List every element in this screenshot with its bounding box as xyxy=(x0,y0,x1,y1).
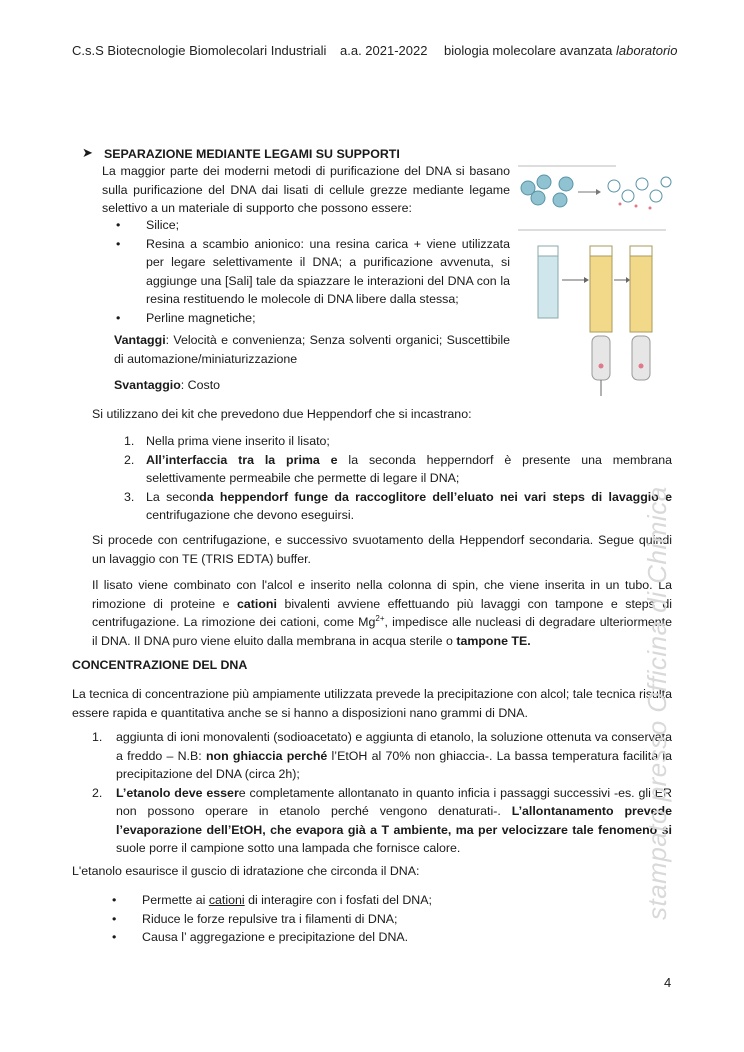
lysate-text-te: tampone TE. xyxy=(456,633,531,648)
header-year: a.a. 2021-2022 xyxy=(340,43,428,58)
lysate-text-cations: cationi xyxy=(237,596,277,611)
list-number: 2. xyxy=(124,452,135,467)
spin-columns xyxy=(538,246,652,396)
list-item-text: L’etanolo deve esser xyxy=(116,785,239,800)
advantages-paragraph xyxy=(114,331,510,368)
list-item xyxy=(124,488,672,525)
list-item xyxy=(110,891,650,910)
advantages-text: : Velocità e convenienza; Senza solventi organici; Suscettibile di automazione/miniaturizzazione xyxy=(114,333,510,366)
list-item xyxy=(92,728,672,784)
list-item-text: la seconda hepperndorf è presente una membrana selettivamente permeabile che permette di legare il DNA; xyxy=(146,452,672,485)
list-item: • Resina a scambio anionico: una resina carica + viene utilizzata per legare selettivamente il DNA; a purificazione avvenuta, si aggiunge una [Sali] tale da spiazzare le interazioni del DNA con la resina restituendo le molecole di DNA libere dalla stessa; xyxy=(114,235,510,309)
list-item xyxy=(124,451,672,488)
cell-lysis-row xyxy=(518,166,671,230)
advantages-label: Vantaggi xyxy=(114,333,166,347)
list-item-text: All’interfaccia tra la prima e xyxy=(146,452,338,467)
lysate-paragraph xyxy=(92,576,672,650)
header-course: C.s.S Biotecnologie Biomolecolari Industriali xyxy=(72,43,327,58)
list-item-text: da heppendorf funge da raccoglitore dell’eluato nei vari steps di lavaggio e xyxy=(199,489,672,504)
list-item-underlined: cationi xyxy=(208,893,245,907)
list-item-text: La secon xyxy=(146,489,200,504)
page-header xyxy=(72,42,678,62)
list-item-text: suole porre il campione sotto una lampada che fornisce calore. xyxy=(116,841,461,855)
list-item xyxy=(124,432,672,451)
purification-diagram xyxy=(516,160,676,400)
list-item-text: non ghiaccia perché xyxy=(205,748,328,763)
centrifuge-paragraph: Si procede con centrifugazione, e successivo svuotamento della Heppendorf secondaria. Segue quindi un lavaggio con TE (TRIS EDTA) buffer. xyxy=(92,533,672,566)
list-item-text: di interagire con i fosfati del DNA; xyxy=(244,893,432,907)
watermark-text: stampato presso Officina di Chimica xyxy=(642,486,672,920)
kit-intro: Si utilizzano dei kit che prevedono due Heppendorf che si incastrano: xyxy=(92,407,472,421)
list-item-text: L’allontanamento prevede l’evaporazione dell’EtOH, che evapora già a T ambiente, ma per velocizzare tale fenomeno si xyxy=(116,804,672,837)
list-number: 1. xyxy=(92,730,103,744)
ethanol-intro: L'etanolo esaurisce il guscio di idratazione che circonda il DNA: xyxy=(72,864,420,878)
list-item xyxy=(92,784,672,858)
list-item xyxy=(110,928,650,947)
section-title-text: SEPARAZIONE MEDIANTE LEGAMI SU SUPPORTI xyxy=(104,147,400,161)
header-subject-text: biologia molecolare avanzata xyxy=(444,43,616,58)
list-item-text: Riduce le forze repulsive tra i filamenti di DNA; xyxy=(142,911,398,926)
kit-steps-list xyxy=(124,432,672,525)
list-number: 1. xyxy=(124,434,135,448)
list-number: 2. xyxy=(92,785,103,800)
ethanol-effects-list xyxy=(110,891,650,947)
page-number: 4 xyxy=(664,975,672,990)
disadvantage-paragraph xyxy=(114,376,510,395)
lysate-text-c: bivalenti avviene effettuando più lavaggi con tampone e steps di centrifugazione. La rimozione dei cationi, come Mg xyxy=(92,596,673,629)
list-item-text: e completamente allontanato in quanto inficia i passaggi successivi -es. gli ER non possono operare in etanolo perché vengono denaturati-. xyxy=(116,785,672,818)
lysate-superscript: 2+ xyxy=(375,613,385,623)
intro-paragraph: La maggior parte dei moderni metodi di purificazione del DNA si basano sulla purificazione del DNA dai lisati di cellule grezze mediante legame selettivo a un materiale di supporto che possono essere: xyxy=(102,164,510,215)
lysate-text-d: , impedisce alle nucleasi di degradare ulteriormente il DNA. Il DNA puro viene eluito dalla membrana in acqua sterile o xyxy=(92,615,673,648)
list-item: • Silice; xyxy=(114,216,510,235)
list-number: 3. xyxy=(124,489,135,504)
section-title-concentration: CONCENTRAZIONE DEL DNA xyxy=(72,658,248,672)
list-item: • Perline magnetiche; xyxy=(114,309,510,328)
list-item-text: Nella prima viene inserito il lisato; xyxy=(146,434,330,448)
disadvantage-label: Svantaggio xyxy=(114,378,181,392)
disadvantage-text: : Costo xyxy=(180,378,221,392)
list-item xyxy=(110,910,650,929)
concentration-steps-list xyxy=(92,728,672,858)
concentration-intro: La tecnica di concentrazione più ampiamente utilizzata prevede la precipitazione con alcol; tale tecnica risulta essere rapida e quantitativa anche se si hanno a disposizioni nano grammi di DNA. xyxy=(72,687,672,720)
list-item-text: l’EtOH al 70% non ghiaccia-. La bassa temperatura facilita la precipitazione del DNA (circa 2h); xyxy=(116,748,672,781)
list-item-text: aggiunta di ioni monovalenti (sodioacetato) e aggiunta di etanolo, la soluzione ottenuta va conservata a freddo – N.B: xyxy=(116,730,672,763)
arrow-bullet-icon: ➤ xyxy=(82,145,93,160)
support-list xyxy=(114,216,510,327)
lysate-text-a: Il lisato viene combinato con l'alcol e inserito nella colonna di spin, che viene inserita in un tubo. La rimozione di proteine e xyxy=(92,578,672,611)
list-item-text: Permette ai xyxy=(142,893,209,907)
list-item-text: Causa l’ aggregazione e precipitazione del DNA. xyxy=(142,930,409,944)
list-item-text: centrifugazione che devono eseguirsi. xyxy=(146,508,355,522)
header-subject xyxy=(444,42,677,61)
header-subject-italic: laboratorio xyxy=(616,43,678,58)
purification-figure xyxy=(516,160,676,400)
